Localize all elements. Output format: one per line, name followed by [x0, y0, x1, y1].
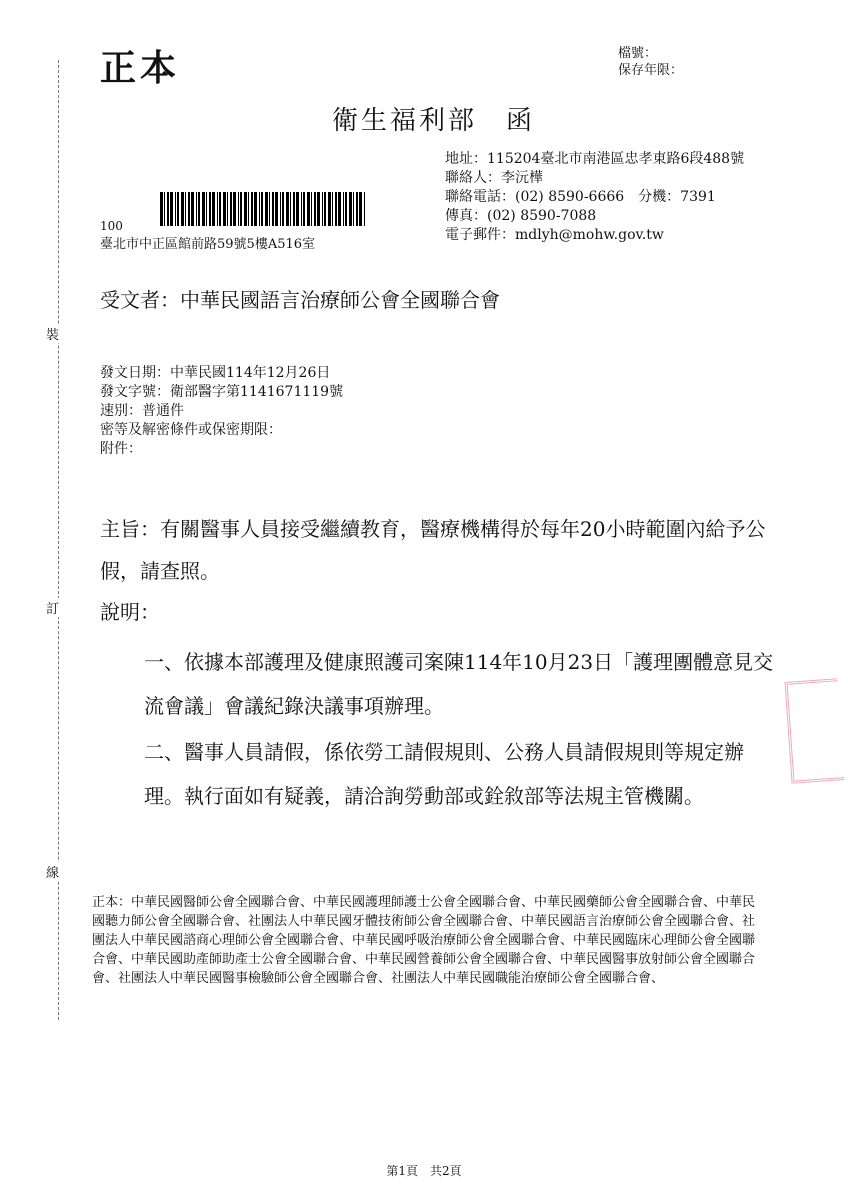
sender-address: 地址：115204臺北市南港區忠孝東路6段488號	[445, 151, 745, 167]
barcode-bar	[345, 192, 347, 226]
barcode-bar	[181, 192, 184, 226]
sender-info	[445, 150, 744, 245]
original-recipients: 正本：中華民國醫師公會全國聯合會、中華民國護理師護士公會全國聯合會、中華民國藥師公會全國聯合會、中華民國聽力師公會全國聯合會、社團法人中華民國牙體技術師公會全國聯合會、中華民國語言治療師公會全國聯合會、社團法人中華民國諮商心理師公會全國聯合會、中華民國呼吸治療師公會全國聯合會、中華民國臨床心理師公會全國聯合會、中華民國助產師助產士公會全國聯合會、中華民國營養師公會全國聯合會、中華民國醫事放射師公會全國聯合會、社團法人中華民國醫事檢驗師公會全國聯合會、社團法人中華民國職能治療師公會全國聯合會、	[92, 895, 756, 986]
barcode-bar	[301, 192, 302, 226]
barcode-bar	[311, 192, 312, 226]
barcode-bar	[244, 192, 247, 226]
file-number-block	[618, 45, 683, 79]
document-title: 衛生福利部 函	[332, 106, 536, 136]
copy-mark: 正本	[100, 47, 181, 89]
barcode-bar	[280, 192, 281, 226]
barcode-bar	[202, 192, 205, 226]
barcode-bar	[356, 192, 358, 226]
barcode-bar	[272, 192, 274, 226]
barcode-bar	[324, 192, 326, 226]
barcode-bar	[167, 192, 169, 226]
barcode-bar	[177, 192, 179, 226]
barcode-bar	[269, 192, 270, 226]
mailing-address: 臺北市中正區館前路59號5樓A516室	[100, 237, 316, 252]
barcode-bar	[209, 192, 211, 226]
secrecy-level: 密等及解密條件或保密期限：	[100, 422, 282, 438]
binding-mark: 裝	[46, 324, 59, 343]
sender-fax: 傳真：(02) 8590-7088	[445, 208, 597, 224]
barcode-bar	[160, 192, 163, 226]
barcode-bar	[296, 192, 299, 226]
barcode-bar	[233, 192, 236, 226]
barcode-bar	[198, 192, 200, 226]
red-seal-stamp	[785, 678, 845, 783]
barcode-bar	[212, 192, 215, 226]
barcode-bar	[191, 192, 194, 226]
sender-email: 電子郵件：mdlyh@mohw.gov.tw	[445, 227, 664, 243]
barcode-bar	[230, 192, 232, 226]
barcode-bar	[282, 192, 284, 226]
page-number: 第1頁 共2頁	[386, 1164, 462, 1178]
binding-mark: 線	[46, 862, 59, 881]
explanation-heading: 說明：	[100, 600, 160, 624]
binding-mark: 訂	[46, 598, 59, 617]
speed-class: 速別：普通件	[100, 403, 184, 419]
meta-block	[100, 364, 343, 459]
recipient: 受文者：中華民國語言治療師公會全國聯合會	[100, 288, 500, 312]
barcode-bar	[223, 192, 226, 226]
barcode-bar	[286, 192, 289, 226]
barcode	[160, 192, 368, 226]
subject: 主旨：有關醫事人員接受繼續教育，醫療機構得於每年20小時範圍內給予公假，請查照。	[100, 517, 766, 583]
barcode-bar	[265, 192, 268, 226]
barcode-bar	[343, 192, 344, 226]
retention-label: 保存年限：	[618, 63, 684, 78]
barcode-bar	[251, 192, 253, 226]
barcode-bar	[175, 192, 176, 226]
barcode-bar	[349, 192, 352, 226]
barcode-bar	[185, 192, 186, 226]
barcode-bar	[238, 192, 239, 226]
barcode-bar	[227, 192, 228, 226]
barcode-bar	[261, 192, 263, 226]
barcode-bar	[322, 192, 323, 226]
barcode-bar	[275, 192, 278, 226]
issue-date: 發文日期：中華民國114年12月26日	[100, 365, 331, 381]
barcode-bar	[317, 192, 320, 226]
barcode-bar	[290, 192, 291, 226]
barcode-bar	[293, 192, 295, 226]
barcode-bar	[206, 192, 207, 226]
barcode-bar	[254, 192, 257, 226]
barcode-bar	[219, 192, 221, 226]
sender-phone: 聯絡電話：(02) 8590-6666 分機：7391	[445, 189, 716, 205]
attachment: 附件：	[100, 441, 142, 457]
barcode-bar	[170, 192, 173, 226]
barcode-bar	[188, 192, 190, 226]
barcode-bar	[303, 192, 305, 226]
barcode-bar	[164, 192, 165, 226]
barcode-bar	[196, 192, 197, 226]
barcode-bar	[240, 192, 242, 226]
barcode-bar	[353, 192, 354, 226]
barcode-bar	[364, 192, 365, 226]
barcode-bar	[248, 192, 249, 226]
sender-contact: 聯絡人：李沅樺	[445, 170, 543, 186]
barcode-bar	[307, 192, 310, 226]
barcode-bar	[359, 192, 362, 226]
barcode-bar	[217, 192, 218, 226]
barcode-bar	[335, 192, 337, 226]
explanation-item: 二、醫事人員請假，係依勞工請假規則、公務人員請假規則等規定辦理。執行面如有疑義，請洽詢勞動部或銓敘部等法規主管機關。	[144, 740, 744, 808]
barcode-bar	[338, 192, 341, 226]
barcode-bar	[314, 192, 316, 226]
barcode-bar	[332, 192, 333, 226]
file-number-label: 檔號：	[618, 46, 658, 61]
barcode-bar	[259, 192, 260, 226]
mailing-zip: 100	[100, 219, 123, 233]
explanation-item: 一、依據本部護理及健康照護司案陳114年10月23日「護理團體意見交流會議」會議紀錄決議事項辦理。	[144, 650, 774, 718]
issue-number: 發文字號：衛部醫字第1141671119號	[100, 384, 344, 400]
barcode-bar	[328, 192, 331, 226]
